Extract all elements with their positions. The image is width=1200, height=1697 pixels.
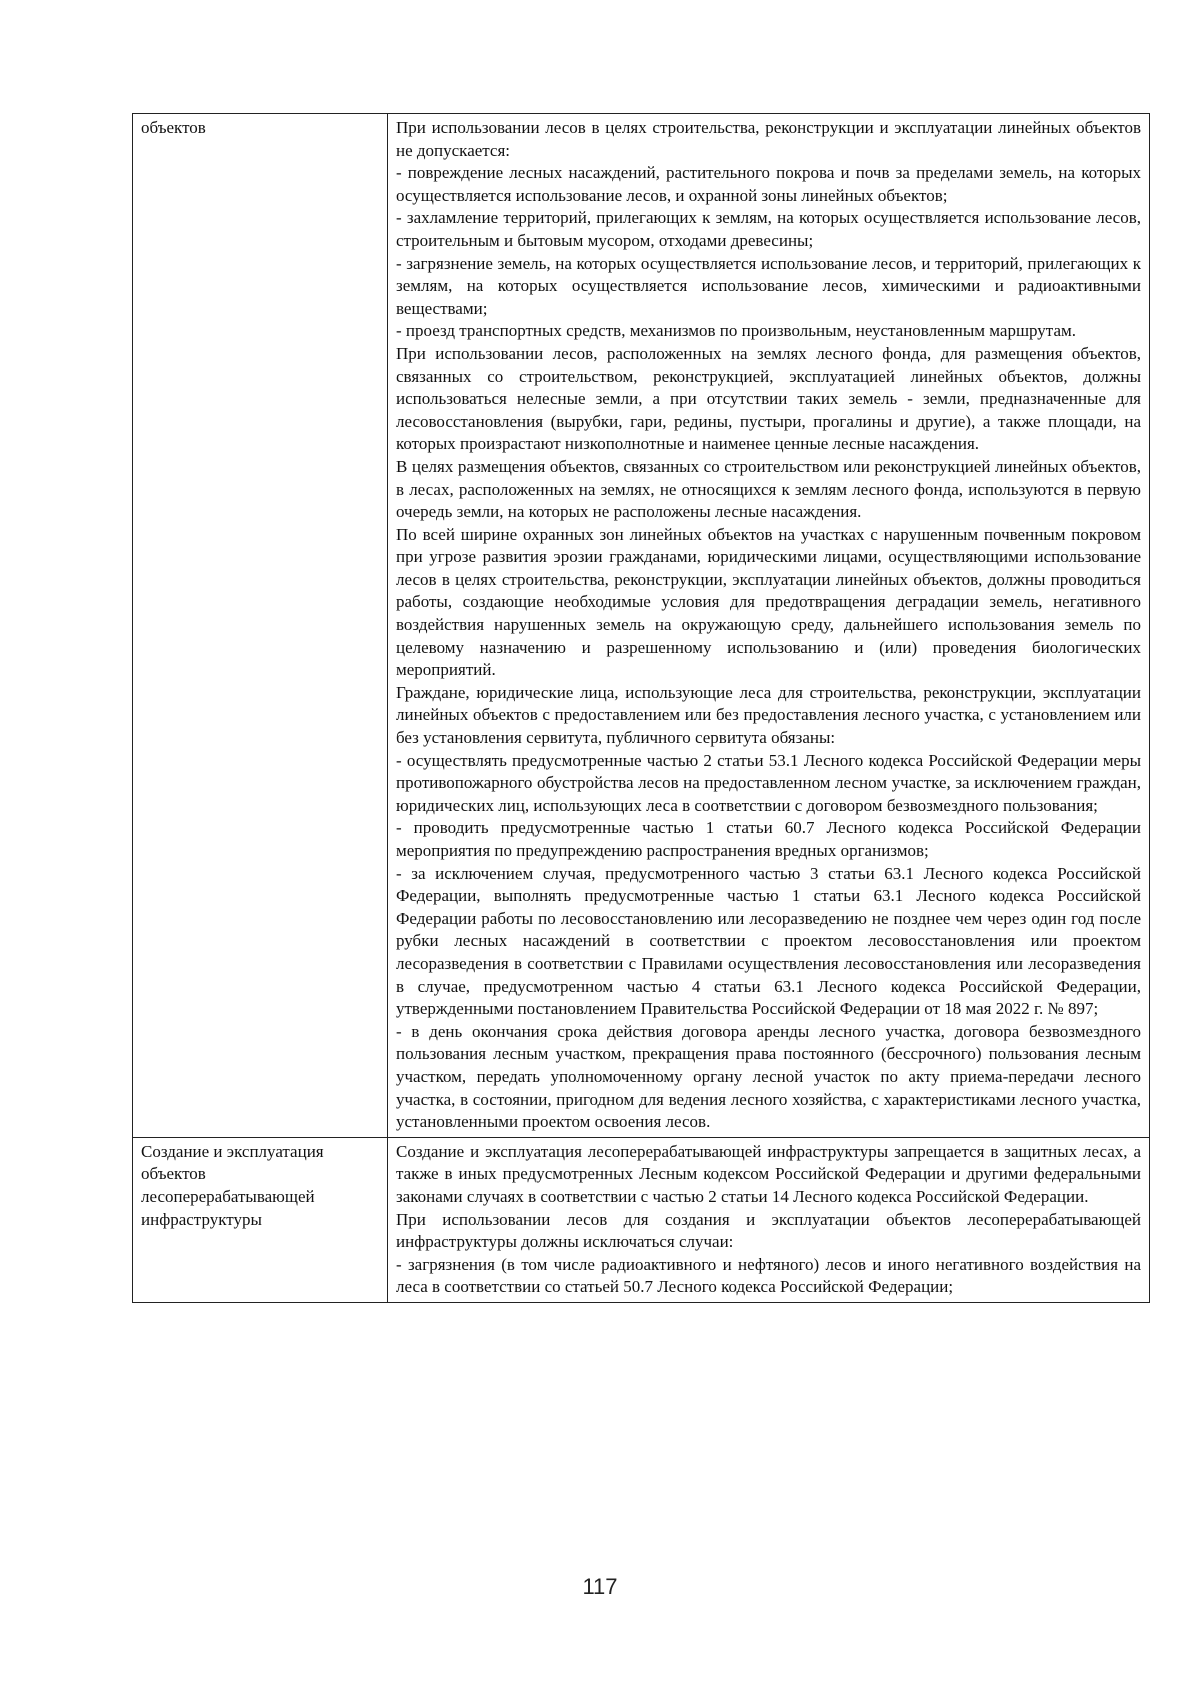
paragraph: - в день окончания срока действия договора аренды лесного участка, договора безвозмездного пользования лесным участком, прекращения права постоянного (бессрочного) пользования лесным участком, передать уполномоченному органу лесной участок по акту приема-передачи лесного участка, в состоянии, пригодном для ведения лесного хозяйства, с характеристиками лесного участка, установленными проектом освоения лесов. — [396, 1021, 1141, 1132]
row-title: объектов — [141, 118, 206, 137]
table-row — [133, 1137, 1150, 1302]
paragraph: - осуществлять предусмотренные частью 2 статьи 53.1 Лесного кодекса Российской Федерации меры противопожарного обустройства лесов на предоставленном лесном участке, за исключением граждан, юридических лиц, использующих леса в соответствии с договором безвозмездного пользования; — [396, 750, 1141, 815]
paragraph: При использовании лесов в целях строительства, реконструкции и эксплуатации линейных объектов не допускается: — [396, 118, 1141, 160]
row-title-cell — [133, 114, 388, 1138]
paragraph: - проводить предусмотренные частью 1 статьи 60.7 Лесного кодекса Российской Федерации мероприятия по предупреждению распространения вредных организмов; — [396, 818, 1141, 860]
row-content-cell — [388, 1137, 1150, 1302]
row-content-cell — [388, 114, 1150, 1138]
paragraph: В целях размещения объектов, связанных со строительством или реконструкцией линейных объектов, в лесах, расположенных на землях, не относящихся к землям лесного фонда, используются в первую очередь земли, на которых не расположены лесные насаждения. — [396, 456, 1141, 522]
table-row — [133, 114, 1150, 1138]
paragraph: Создание и эксплуатация лесоперерабатывающей инфраструктуры запрещается в защитных лесах, а также в иных предусмотренных Лесным кодексом Российской Федерации и другими федеральными законами случаях в соответствии с частью 2 статьи 14 Лесного кодекса Российской Федерации. — [396, 1141, 1141, 1206]
paragraph: - загрязнение земель, на которых осуществляется использование лесов, и территорий, прилегающих к землям, на которых осуществляется использование лесов, химическими и радиоактивными веществами; — [396, 253, 1141, 318]
paragraph: - повреждение лесных насаждений, растительного покрова и почв за пределами земель, на которых осуществляется использование лесов, и охранной зоны линейных объектов; — [396, 163, 1141, 205]
row-title: Создание и эксплуатация объектов лесоперерабатывающей инфраструктуры — [141, 1141, 324, 1229]
row-title-cell — [133, 1137, 388, 1302]
document-table — [132, 113, 1150, 1303]
paragraph: - загрязнения (в том числе радиоактивного и нефтяного) лесов и иного негативного воздействия на леса в соответствии со статьей 50.7 Лесного кодекса Российской Федерации; — [396, 1254, 1141, 1297]
paragraph: - проезд транспортных средств, механизмов по произвольным, неустановленным маршрутам. — [396, 321, 1076, 341]
paragraph: При использовании лесов, расположенных на землях лесного фонда, для размещения объектов, связанных со строительством, реконструкцией, эксплуатацией линейных объектов, должны использоваться нелесные земли, а при отсутствии таких земель - земли, предназначенные для лесовосстановления (вырубки, гари, редины, пустыри, прогалины и другие), а также площади, на которых произрастают низкополнотные и наименее ценные лесные насаждения. — [396, 343, 1141, 454]
paragraph: Граждане, юридические лица, использующие леса для строительства, реконструкции, эксплуатации линейных объектов с предоставлением или без предоставления лесного участка, с установлением или без установления сервитута, публичного сервитута обязаны: — [396, 682, 1141, 748]
paragraph: При использовании лесов для создания и эксплуатации объектов лесоперерабатывающей инфраструктуры должны исключаться случаи: — [396, 1209, 1141, 1252]
paragraph: По всей ширине охранных зон линейных объектов на участках с нарушенным почвенным покровом при угрозе развития эрозии гражданами, юридическими лицами, осуществляющими использование лесов в целях строительства, реконструкции, эксплуатации линейных объектов, должны проводиться работы, создающие необходимые условия для предотвращения деградации земель, негативного воздействия нарушенных земель на окружающую среду, дальнейшего использования земель по целевому назначению и разрешенному использованию и (или) проведения биологических мероприятий. — [396, 524, 1141, 680]
paragraph: - за исключением случая, предусмотренного частью 3 статьи 63.1 Лесного кодекса Российской Федерации, выполнять предусмотренные частью 1 статьи 63.1 Лесного кодекса Российской Федерации работы по лесовосстановлению или лесоразведению не позднее чем через один год после рубки лесных насаждений в соответствии с проектом лесовосстановления или проектом лесоразведения в соответствии с Правилами осуществления лесовосстановления или лесоразведения в случае, предусмотренном частью 4 статьи 63.1 Лесного кодекса Российской Федерации, утвержденными постановлением Правительства Российской Федерации от 18 мая 2022 г. № 897; — [396, 863, 1141, 1019]
paragraph: - захламление территорий, прилегающих к землям, на которых осуществляется использование лесов, строительным и бытовым мусором, отходами древесины; — [396, 208, 1141, 250]
page-number: 117 — [582, 1574, 618, 1599]
